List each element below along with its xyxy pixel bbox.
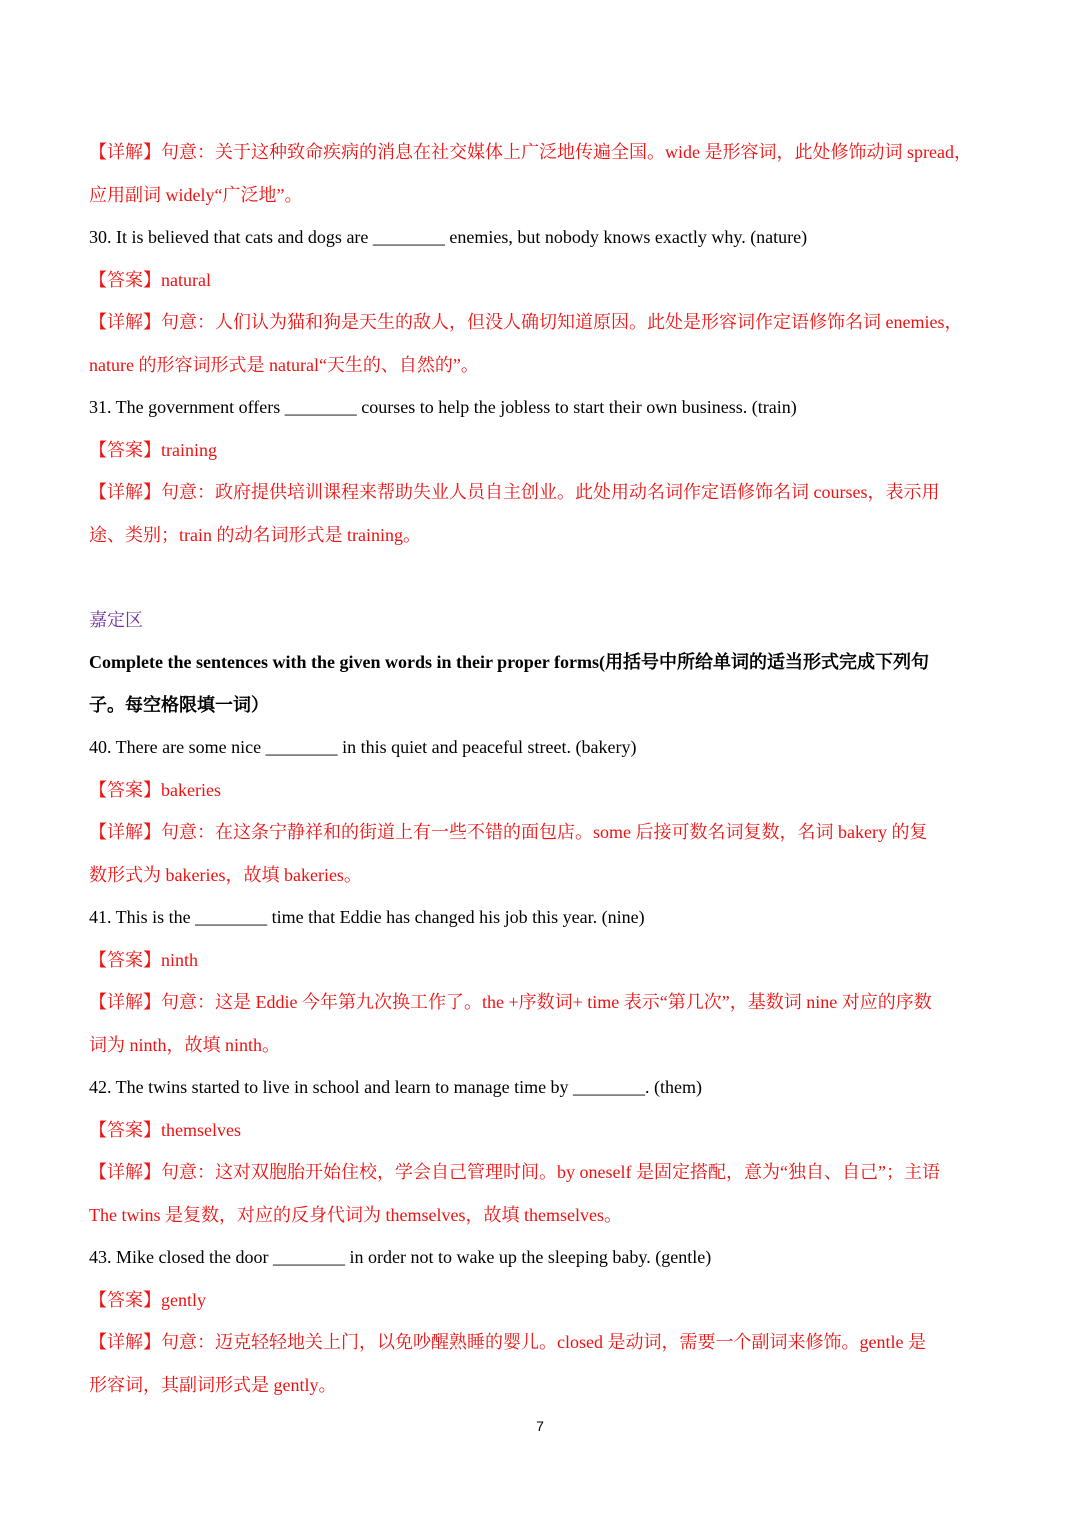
detail-explanation: 途、类别；train 的动名词形式是 training。 (89, 524, 421, 545)
detail-explanation-block (89, 131, 989, 216)
answer-line: 【答案】ninth (89, 949, 199, 970)
question-line-block (89, 1236, 989, 1279)
question-line-block (89, 216, 989, 259)
answer-line: 【答案】training (89, 439, 217, 460)
question-line: 41. This is the ________ time that Eddie has changed his job this year. (nine) (89, 907, 645, 927)
detail-explanation-block (89, 301, 989, 386)
answer-line: 【答案】gently (89, 1289, 206, 1310)
answer-line-block (89, 1279, 989, 1322)
detail-explanation: 【详解】句意：这是 Eddie 今年第九次换工作了。the +序数词+ time 表示“第几次”，基数词 nine 对应的序数 (89, 992, 932, 1012)
blank-gap-block (89, 556, 989, 599)
question-line: 40. There are some nice ________ in this quiet and peaceful street. (bakery) (89, 737, 637, 757)
answer-line-block (89, 1109, 989, 1152)
instruction-text-block (89, 641, 989, 726)
answer-line: 【答案】natural (89, 269, 211, 290)
detail-explanation: 【详解】句意：人们认为猫和狗是天生的敌人，但没人确切知道原因。此处是形容词作定语修饰名词 enemies， (89, 312, 963, 332)
answer-line: 【答案】bakeries (89, 779, 221, 800)
answer-line-block (89, 259, 989, 302)
detail-explanation: 词为 ninth，故填 ninth。 (89, 1034, 281, 1055)
question-line-block (89, 386, 989, 429)
instruction-text: 子。每空格限填一词） (89, 694, 269, 715)
question-line: 30. It is believed that cats and dogs are ________ enemies, but nobody knows exactly why. (nature) (89, 227, 808, 247)
question-line-block (89, 1066, 989, 1109)
detail-explanation-block (89, 981, 989, 1066)
detail-explanation: The twins 是复数，对应的反身代词为 themselves，故填 themselves。 (89, 1204, 622, 1225)
detail-explanation: 【详解】句意：政府提供培训课程来帮助失业人员自主创业。此处用动名词作定语修饰名词 courses，表示用 (89, 482, 940, 502)
page-content (89, 131, 989, 1406)
answer-line-block (89, 429, 989, 472)
section-heading-block (89, 599, 989, 642)
detail-explanation: 【详解】句意：关于这种致命疾病的消息在社交媒体上广泛地传遍全国。wide 是形容词，此处修饰动词 spread， (89, 142, 972, 162)
detail-explanation-block (89, 471, 989, 556)
question-line-block (89, 726, 989, 769)
detail-explanation: 应用副词 widely“广泛地”。 (89, 184, 303, 205)
question-line: 43. Mike closed the door ________ in order not to wake up the sleeping baby. (gentle) (89, 1247, 712, 1267)
section-heading: 嘉定区 (89, 609, 143, 630)
answer-line-block (89, 939, 989, 982)
detail-explanation-block (89, 811, 989, 896)
instruction-text: Complete the sentences with the given words in their proper forms(用括号中所给单词的适当形式完成下列句 (89, 652, 929, 672)
detail-explanation: 【详解】句意：这对双胞胎开始住校，学会自己管理时间。by oneself 是固定搭配，意为“独自、自己”；主语 (89, 1162, 940, 1182)
question-line: 42. The twins started to live in school and learn to manage time by ________. (them) (89, 1077, 703, 1097)
answer-line: 【答案】themselves (89, 1119, 241, 1140)
detail-explanation: nature 的形容词形式是 natural“天生的、自然的”。 (89, 354, 479, 375)
question-line-block (89, 896, 989, 939)
question-line: 31. The government offers ________ courses to help the jobless to start their own business. (train) (89, 397, 797, 417)
detail-explanation: 【详解】句意：迈克轻轻地关上门，以免吵醒熟睡的婴儿。closed 是动词，需要一个副词来修饰。gentle 是 (89, 1332, 926, 1352)
detail-explanation: 【详解】句意：在这条宁静祥和的街道上有一些不错的面包店。some 后接可数名词复数，名词 bakery 的复 (89, 822, 928, 842)
page-number: 7 (536, 1418, 544, 1434)
detail-explanation-block (89, 1151, 989, 1236)
answer-line-block (89, 769, 989, 812)
detail-explanation-block (89, 1321, 989, 1406)
detail-explanation: 形容词，其副词形式是 gently。 (89, 1374, 337, 1395)
detail-explanation: 数形式为 bakeries，故填 bakeries。 (89, 864, 362, 885)
